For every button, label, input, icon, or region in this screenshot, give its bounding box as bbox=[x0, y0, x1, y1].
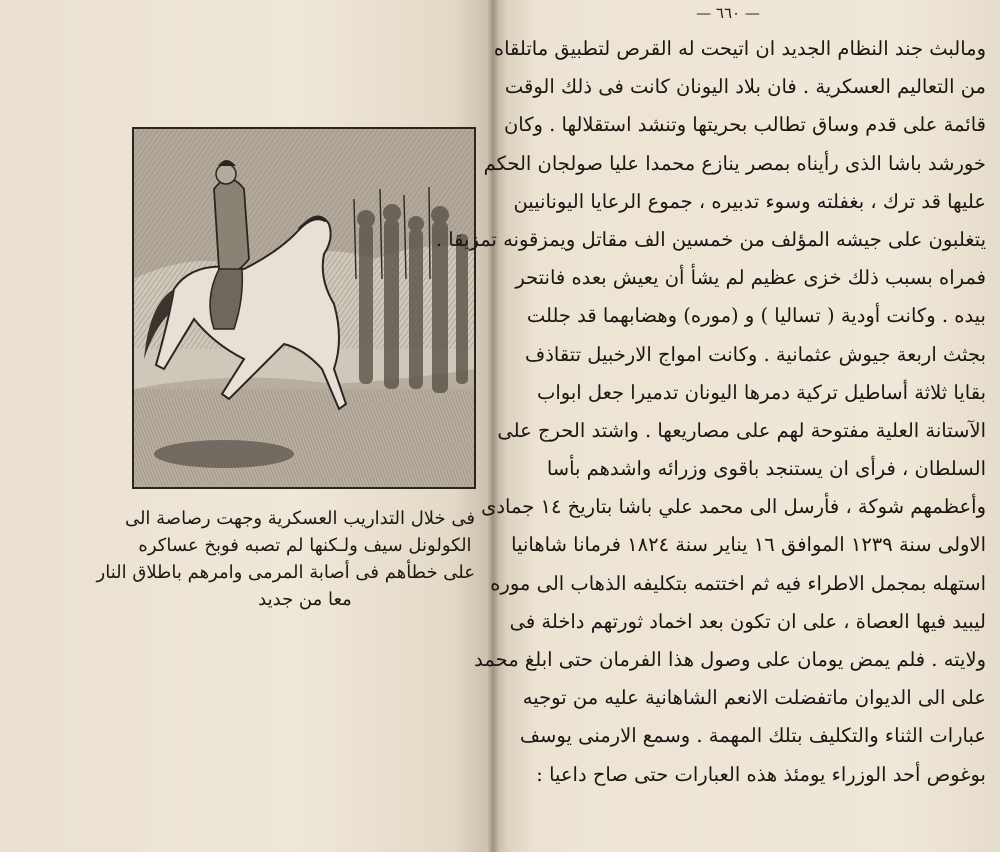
text-line: عبارات الثناء والتكليف بتلك المهمة . وسمع الارمنى يوسف bbox=[519, 724, 986, 748]
text-line: وأعظمهم شوكة ، فأرسل الى محمد علي باشا بتاريخ ١٤ جمادى bbox=[481, 495, 986, 519]
text-line: بجثث اربعة جيوش عثمانية . وكانت امواج الارخبيل تتقاذف bbox=[525, 342, 986, 366]
figure-caption bbox=[96, 505, 475, 613]
caption-line: الكولونل سيف ولـكنها لم تصبه فوبخ عساكره bbox=[138, 535, 472, 556]
text-line: استهله بمجمل الاطراء فيه ثم اختتمه بتكليفه الذهاب الى موره bbox=[490, 571, 986, 595]
text-line: ومالبث جند النظام الجديد ان اتيحت له القرص لتطبيق ماتلقاه bbox=[493, 37, 986, 60]
text-line: الاولى سنة ١٢٣٩ الموافق ١٦ يناير سنة ١٨٢٤ فرمانا شاهانيا bbox=[511, 533, 986, 557]
text-line: ولايته . فلم يمض يومان على وصول هذا الفرمان حتى ابلغ محمد bbox=[474, 648, 986, 671]
caption-line: على خطأهم فى أصابة المرمى وامرهم باطلاق النار bbox=[96, 562, 475, 583]
text-line: خورشد باشا الذى رأيناه بمصر ينازع محمدا عليا صولجان الحكم bbox=[483, 151, 986, 175]
text-line: عليها قد ترك ، بغفلته وسوء تدبيره ، جموع الرعايا اليونانيين bbox=[513, 189, 986, 213]
text-line: من التعاليم العسكرية . فان بلاد اليونان كانت فى ذلك الوقت bbox=[504, 75, 986, 99]
engraving-illustration bbox=[132, 127, 476, 489]
horseman-engraving-image bbox=[134, 129, 474, 487]
caption-line: فى خلال التداريب العسكرية وجهت رصاصة الى bbox=[124, 508, 475, 529]
text-line: الآستانة العلية مفتوحة لهم على مصاريعها . واشتد الحرج على bbox=[497, 418, 986, 442]
text-line: فمراه بسبب ذلك خزى عظيم لم يشأ أن يعيش بعده فانتحر bbox=[515, 266, 986, 290]
text-line: قائمة على قدم وساق تطالب بحريتها وتنشد استقلالها . وكان bbox=[503, 113, 986, 137]
text-line: السلطان ، فرأى ان يستنجد باقوى وزرائه واشدهم بأسا bbox=[546, 457, 986, 481]
body-text bbox=[435, 30, 986, 794]
text-line: بقايا ثلاثة أساطيل تركية دمرها اليونان تدميرا جعل ابواب bbox=[536, 380, 986, 404]
caption-line: معا من جديد bbox=[258, 589, 352, 610]
text-line: يتغلبون على جيشه المؤلف من خمسين الف مقاتل ويمزقونه تمزيقا . bbox=[435, 227, 986, 251]
page-number: — ٦٦٠ — bbox=[696, 4, 760, 22]
text-line: ليبيد فيها العصاة ، على ان تكون بعد اخماد ثورتهم داخلة فى bbox=[509, 609, 986, 633]
text-line: بيده . وكانت أودية ( تساليا ) و (موره) وهضابهما قد جللت bbox=[526, 304, 986, 328]
text-line: على الى الديوان ماتفضلت الانعم الشاهانية عليه من توجيه bbox=[522, 686, 986, 710]
text-line: بوغوص أحد الوزراء يومئذ هذه العبارات حتى صاح داعيا : bbox=[536, 762, 986, 786]
